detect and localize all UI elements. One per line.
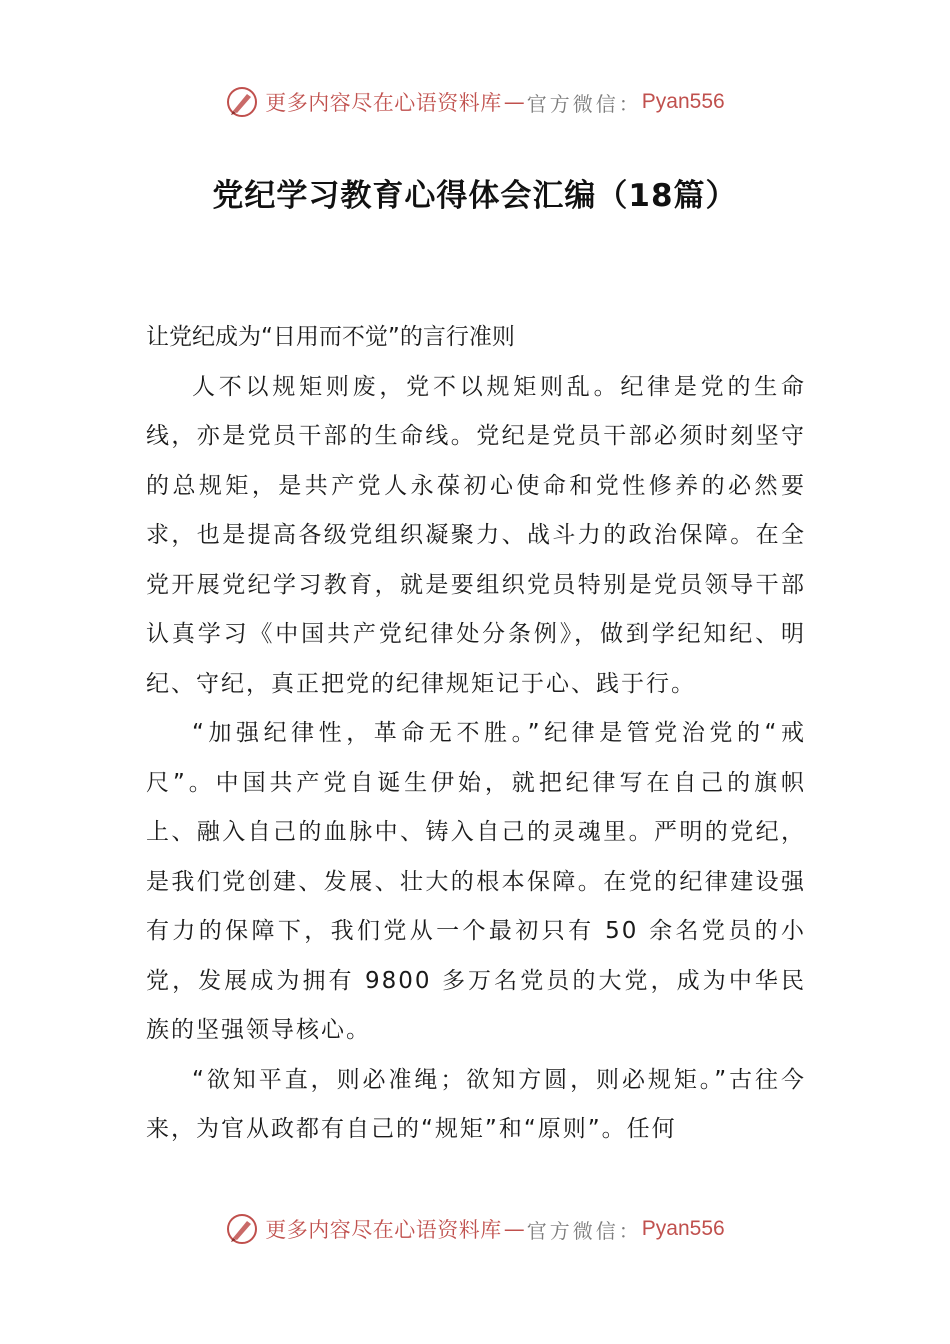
body-paragraph: “欲知平直，则必准绳；欲知方圆，则必规矩。”古往今来，为官从政都有自己的“规矩”和“原则”。任何 — [146, 1066, 806, 1142]
body-paragraph: “加强纪律性，革命无不胜。”纪律是管党治党的“戒尺”。中国共产党自诞生伊始，就把纪律写在自己的旗帜上、融入自己的血脉中、铸入自己的灵魂里。严明的党纪，是我们党创建、发展、壮大的根本保障。在党的纪律建设强有力的保障下，我们党从一个最初只有 50 余名党员的小党，发展成为拥有 9800 多万名党员的大党，成为中华民族的坚强领导核心。 — [146, 720, 806, 1043]
pen-logo-icon — [225, 1212, 259, 1246]
banner-text: 更多内容尽在心语资料库 — [265, 91, 502, 115]
banner-wechat-label: 官方微信： — [526, 1218, 642, 1243]
banner-separator: — — [503, 1217, 525, 1241]
banner-wechat-id: Pyan556 — [641, 1217, 725, 1240]
body-paragraph: 人不以规矩则废，党不以规矩则乱。纪律是党的生命线，亦是党员干部的生命线。党纪是党员干部必须时刻坚守的总规矩，是共产党人永葆初心使命和党性修养的必然要求，也是提高各级党组织凝聚力、战斗力的政治保障。在全党开展党纪学习教育，就是要组织党员特别是党员领导干部认真学习《中国共产党纪律处分条例》，做到学纪知纪、明纪、守纪，真正把党的纪律规矩记于心、践于行。 — [146, 373, 806, 697]
pen-logo-icon — [225, 85, 259, 119]
document-body — [146, 313, 806, 1155]
section-subtitle: 让党纪成为“日用而不觉”的言行准则 — [146, 324, 515, 350]
header-banner — [0, 82, 950, 122]
banner-wechat-id: Pyan556 — [641, 90, 725, 113]
banner-separator: — — [503, 90, 525, 114]
banner-text: 更多内容尽在心语资料库 — [265, 1218, 502, 1242]
document-title: 党纪学习教育心得体会汇编（18篇） — [212, 178, 738, 214]
banner-wechat-label: 官方微信： — [526, 91, 642, 116]
footer-banner — [0, 1209, 950, 1249]
